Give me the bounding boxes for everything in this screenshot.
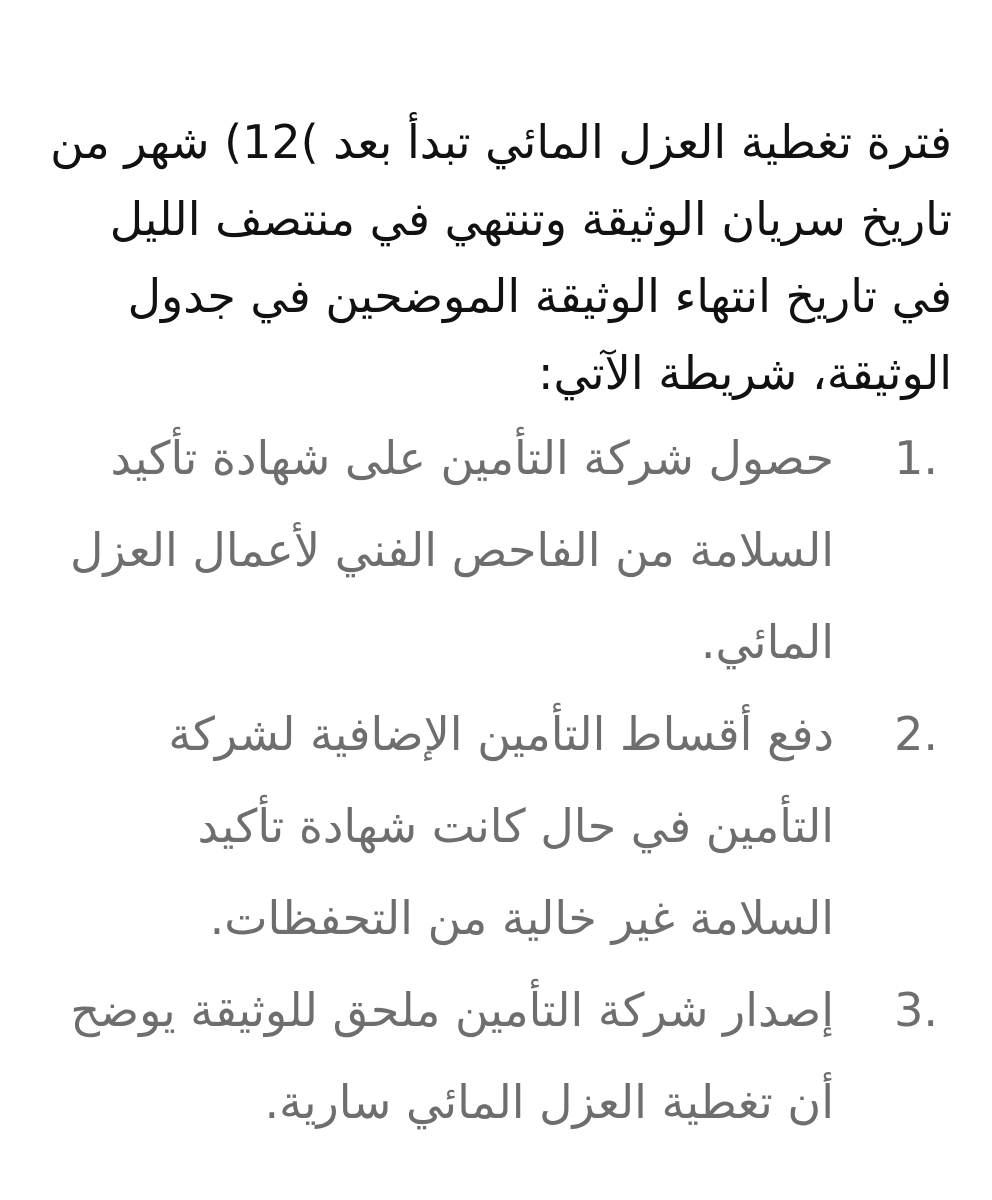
list-item-text: إصدار شركة التأمين ملحق للوثيقة يوضح أن تغطية العزل المائي سارية. [70, 983, 834, 1129]
conditions-list [40, 412, 952, 1148]
list-item-text: دفع أقساط التأمين الإضافية لشركة التأمين في حال كانت شهادة تأكيد السلامة غير خالية من التحفظات. [168, 707, 834, 945]
document-body [40, 104, 952, 1148]
list-item-number: 2. [894, 707, 938, 761]
list-item-number: 1. [894, 431, 938, 485]
list-item [40, 964, 952, 1148]
list-item [40, 688, 952, 964]
intro-paragraph: فترة تغطية العزل المائي تبدأ بعد )12) شهر من تاريخ سريان الوثيقة وتنتهي في منتصف الليل في تاريخ انتهاء الوثيقة الموضحين في جدول الوثيقة، شريطة الآتي: [50, 115, 952, 400]
list-item-text: حصول شركة التأمين على شهادة تأكيد السلامة من الفاحص الفني لأعمال العزل المائي. [69, 431, 834, 669]
list-item [40, 412, 952, 688]
list-item-number: 3. [894, 983, 938, 1037]
